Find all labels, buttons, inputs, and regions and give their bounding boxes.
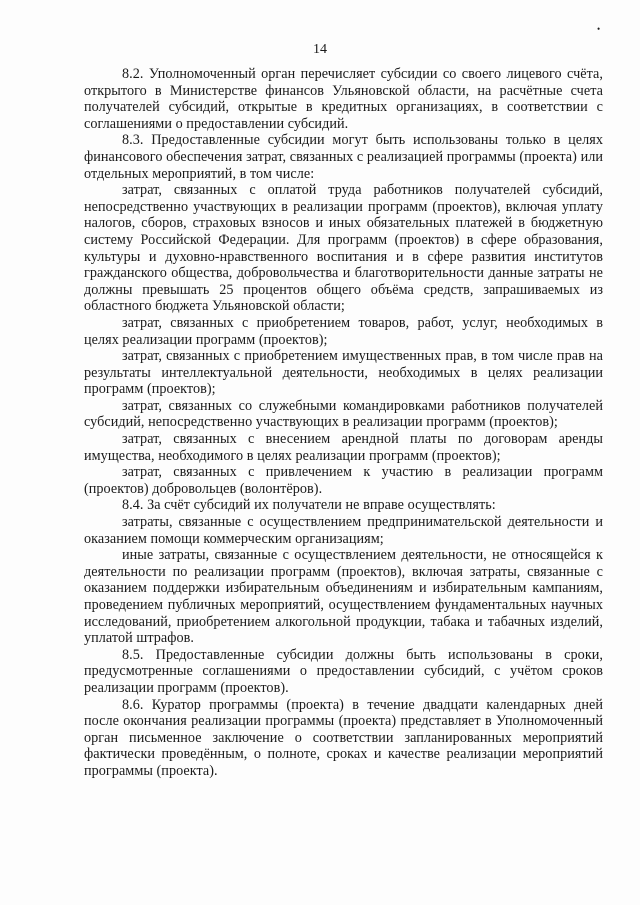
list-item-travel-costs: затрат, связанных со служебными командировками работников получателей субсидий, непосредственно участвующих в реализации программ (проектов); xyxy=(84,397,603,431)
document-body xyxy=(84,66,603,780)
paragraph-8-4: 8.4. За счёт субсидий их получатели не вправе осуществлять: xyxy=(122,497,496,514)
list-item-other-costs: иные затраты, связанные с осуществлением деятельности, не относящейся к деятельности по реализации программ (проектов), включая затраты, связанные с оказанием поддержки избирательным объединениям и избирательным кампаниям, проведением публичных мероприятий, осуществлением фундаментальных научных исследований, приобретением алкогольной продукции, табака и табачных изделий, уплатой штрафов. xyxy=(84,547,603,647)
list-item-business-costs: затраты, связанные с осуществлением предпринимательской деятельности и оказанием помощи коммерческим организациям; xyxy=(84,514,603,547)
paragraph-8-5: 8.5. Предоставленные субсидии должны быть использованы в сроки, предусмотренные соглашениями о предоставлении субсидий, с учётом сроков реализации программ (проектов). xyxy=(84,646,603,696)
page-number: 14 xyxy=(313,42,327,57)
list-item-labor-costs: затрат, связанных с оплатой труда работников получателей субсидий, непосредственно участвующих в реализации программ (проектов), включая уплату налогов, сборов, страховых взносов и иных обязательных платежей в бюджетную систему Российской Федерации. Для программ (проектов) в сфере образования, культуры и духовно-нравственного воспитания и в сфере развития институтов гражданского общества, добровольчества и благотворительности данные затраты не должны превышать 25 процентов общего объёма средств, запрашиваемых из областного бюджета Ульяновской области; xyxy=(84,182,603,315)
corner-mark: • xyxy=(597,24,601,34)
paragraph-8-6: 8.6. Куратор программы (проекта) в течение двадцати календарных дней после окончания реализации программы (проекта) представляет в Уполномоченный орган письменное заключение о соответствии запланированных мероприятий фактически проведённым, о полноте, сроках и качестве реализации мероприятий программы (проекта). xyxy=(84,696,603,779)
list-item-volunteer-costs: затрат, связанных с привлечением к участию в реализации программ (проектов) добровольцев (волонтёров). xyxy=(84,464,603,497)
paragraph-8-2: 8.2. Уполномоченный орган перечисляет субсидии со своего лицевого счёта, открытого в Министерстве финансов Ульяновской области, на расчётные счета получателей субсидий, открытые в кредитных организациях, в соответствии с соглашениями о предоставлении субсидий. xyxy=(84,66,603,132)
list-item-rent-costs: затрат, связанных с внесением арендной платы по договорам аренды имущества, необходимого в целях реализации программ (проектов); xyxy=(84,431,603,464)
list-item-property-rights-costs: затрат, связанных с приобретением имущественных прав, в том числе прав на результаты интеллектуальной деятельности, необходимых в целях реализации программ (проектов); xyxy=(84,348,603,398)
paragraph-8-3: 8.3. Предоставленные субсидии могут быть использованы только в целях финансового обеспечения затрат, связанных с реализацией программы (проекта) или отдельных мероприятий, в том числе: xyxy=(84,132,603,182)
list-item-goods-costs: затрат, связанных с приобретением товаров, работ, услуг, необходимых в целях реализации программ (проектов); xyxy=(84,314,603,348)
